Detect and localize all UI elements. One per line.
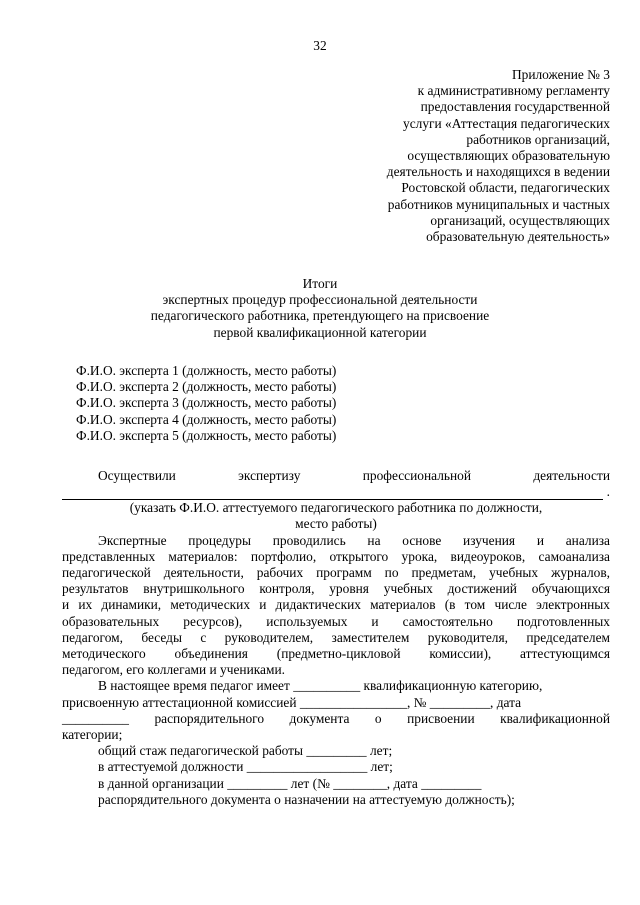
paragraph-line: образовательных ресурсов), используемых и самостоятельно подготовленных <box>62 613 610 629</box>
document-title <box>0 276 640 341</box>
experience-line: в данной организации _________ лет (№ ________, дата _________ <box>98 775 482 791</box>
expert-item: Ф.И.О. эксперта 1 (должность, место работы) <box>76 363 337 378</box>
expertise-line: Осуществили экспертизу профессиональной деятельности <box>98 468 610 483</box>
category-line: категории; <box>62 727 123 743</box>
paragraph-line: методического объединения (предметно-цикловой комиссии), аттестующимся <box>62 646 610 662</box>
appendix-line: к административному регламенту <box>417 83 610 99</box>
category-line: В настоящее время педагог имеет __________ квалификационную категорию, <box>98 678 543 694</box>
title-line: Итоги <box>302 276 338 291</box>
paragraph-line: Экспертные процедуры проводились на основе изучения и анализа <box>98 532 610 548</box>
appendix-line: работников организаций, <box>466 131 610 147</box>
teacher-name-blank <box>62 484 610 500</box>
paragraph-line: и их динамики, методических и дидактических материалов (в том числе электронных <box>62 597 610 613</box>
experts-list <box>76 363 336 444</box>
document-body <box>62 468 610 808</box>
blank-underline <box>62 487 603 500</box>
paragraph-line: педагогической деятельности, рабочих программ по предметам, учебных журналов, <box>62 565 610 581</box>
expert-item: Ф.И.О. эксперта 2 (должность, место работы) <box>76 379 337 395</box>
expert-item: Ф.И.О. эксперта 4 (должность, место работы) <box>76 411 337 427</box>
expert-item: Ф.И.О. эксперта 5 (должность, место работы) <box>76 427 337 443</box>
appendix-line: Приложение № 3 <box>511 67 610 82</box>
appendix-line: Ростовской области, педагогических <box>401 180 610 196</box>
title-line: экспертных процедур профессиональной деятельности <box>162 292 478 308</box>
paragraph-line: результатов внутришкольного контроля, уровня учебных достижений обучающихся <box>62 581 610 597</box>
experience-line: распорядительного документа о назначении на аттестуемую должность); <box>98 791 515 807</box>
note-line: место работы) <box>295 516 377 532</box>
appendix-line: работников муниципальных и частных <box>387 196 610 212</box>
paragraph-last-line: педагогом, его коллегами и учениками. <box>62 662 285 678</box>
experience-line: общий стаж педагогической работы _________ лет; <box>98 743 393 759</box>
appendix-line: организаций, осуществляющих <box>430 212 610 228</box>
paragraph-line: представленных материалов: портфолио, открытого урока, видеоуроков, самоанализа <box>62 548 610 564</box>
page-number: 32 <box>313 38 327 53</box>
title-line: первой квалификационной категории <box>213 324 427 340</box>
note-line: (указать Ф.И.О. аттестуемого педагогического работника по должности, <box>129 500 543 516</box>
appendix-line: предоставления государственной <box>420 99 610 115</box>
expert-item: Ф.И.О. эксперта 3 (должность, место работы) <box>76 395 337 411</box>
appendix-line: деятельность и находящихся в ведении <box>386 164 610 180</box>
experience-line: в аттестуемой должности __________________ лет; <box>98 759 393 775</box>
appendix-line: образовательную деятельность» <box>426 229 610 245</box>
appendix-line: осуществляющих образовательную <box>407 148 610 164</box>
blank-line-end: . <box>606 484 610 499</box>
title-line: педагогического работника, претендующего на присвоение <box>150 308 490 324</box>
paragraph-line: педагогом, беседы с руководителем, заместителем руководителя, председателем <box>62 629 610 645</box>
appendix-header <box>387 67 610 245</box>
category-line: __________ распорядительного документа о присвоении квалификационной <box>62 710 610 726</box>
appendix-line: услуги «Аттестация педагогических <box>403 115 610 131</box>
category-line: присвоенную аттестационной комиссией ________________, № _________, дата <box>62 694 522 710</box>
